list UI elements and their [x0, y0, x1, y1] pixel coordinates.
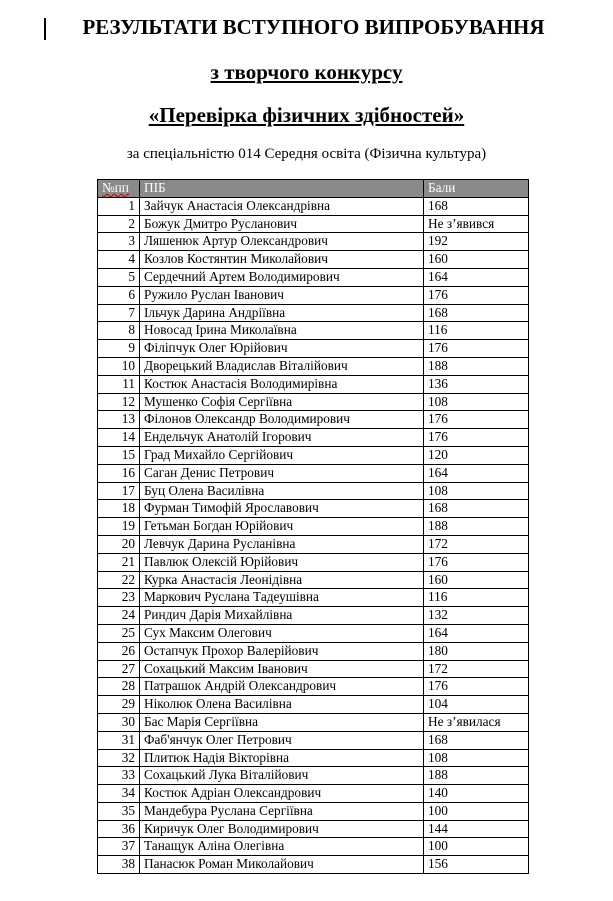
row-score: 164 — [424, 268, 529, 286]
row-number: 5 — [98, 268, 140, 286]
row-number: 33 — [98, 767, 140, 785]
table-row — [98, 251, 529, 269]
table-row — [98, 713, 529, 731]
row-number: 9 — [98, 340, 140, 358]
table-row — [98, 731, 529, 749]
results-table — [97, 179, 529, 874]
row-number: 7 — [98, 304, 140, 322]
row-number: 23 — [98, 589, 140, 607]
row-name: Костюк Анастасія Володимирівна — [140, 375, 424, 393]
table-row — [98, 233, 529, 251]
row-score: 176 — [424, 286, 529, 304]
row-name: Остапчук Прохор Валерійович — [140, 642, 424, 660]
row-name: Саган Денис Петрович — [140, 464, 424, 482]
row-name: Панасюк Роман Миколайович — [140, 856, 424, 874]
row-score: 168 — [424, 731, 529, 749]
row-name: Павлюк Олексій Юрійович — [140, 553, 424, 571]
row-number: 26 — [98, 642, 140, 660]
table-row — [98, 286, 529, 304]
row-score: 132 — [424, 607, 529, 625]
table-row — [98, 464, 529, 482]
row-number: 10 — [98, 357, 140, 375]
document-subtitle-contest: з творчого конкурсу — [210, 60, 403, 84]
row-number: 13 — [98, 411, 140, 429]
row-score: 180 — [424, 642, 529, 660]
row-name: Риндич Дарія Михайлівна — [140, 607, 424, 625]
row-score: 188 — [424, 767, 529, 785]
document-title: РЕЗУЛЬТАТИ ВСТУПНОГО ВИПРОБУВАННЯ — [82, 15, 545, 39]
row-score: 176 — [424, 411, 529, 429]
table-row — [98, 838, 529, 856]
row-number: 24 — [98, 607, 140, 625]
table-row — [98, 197, 529, 215]
row-name: Сердечний Артем Володимирович — [140, 268, 424, 286]
row-score: Не з’явився — [424, 215, 529, 233]
table-row — [98, 518, 529, 536]
row-number: 6 — [98, 286, 140, 304]
row-score: 100 — [424, 838, 529, 856]
row-score: 140 — [424, 785, 529, 803]
row-score: Не з’явилася — [424, 713, 529, 731]
table-row — [98, 215, 529, 233]
table-row — [98, 678, 529, 696]
table-row — [98, 322, 529, 340]
row-score: 136 — [424, 375, 529, 393]
table-row — [98, 749, 529, 767]
table-row — [98, 357, 529, 375]
table-row — [98, 268, 529, 286]
row-name: Сохацький Максим Іванович — [140, 660, 424, 678]
table-row — [98, 660, 529, 678]
table-row — [98, 607, 529, 625]
row-score: 168 — [424, 500, 529, 518]
specialty-caption: за спеціальністю 014 Середня освіта (Фізична культура) — [126, 146, 487, 162]
table-row — [98, 571, 529, 589]
row-score: 172 — [424, 660, 529, 678]
row-number: 21 — [98, 553, 140, 571]
row-score: 188 — [424, 357, 529, 375]
row-number: 30 — [98, 713, 140, 731]
row-name: Ніколюк Олена Василівна — [140, 696, 424, 714]
table-row — [98, 375, 529, 393]
row-number: 31 — [98, 731, 140, 749]
row-score: 156 — [424, 856, 529, 874]
row-number: 18 — [98, 500, 140, 518]
row-number: 25 — [98, 624, 140, 642]
row-score: 168 — [424, 304, 529, 322]
row-number: 2 — [98, 215, 140, 233]
row-name: Новосад Ірина Миколаївна — [140, 322, 424, 340]
row-score: 108 — [424, 482, 529, 500]
row-name: Киричук Олег Володимирович — [140, 820, 424, 838]
row-score: 192 — [424, 233, 529, 251]
header-name: ПІБ — [140, 180, 424, 198]
row-score: 160 — [424, 251, 529, 269]
row-number: 34 — [98, 785, 140, 803]
table-row — [98, 856, 529, 874]
row-name: Сохацький Лука Віталійович — [140, 767, 424, 785]
row-number: 27 — [98, 660, 140, 678]
row-name: Дворецький Владислав Віталійович — [140, 357, 424, 375]
table-body — [98, 197, 529, 873]
row-score: 188 — [424, 518, 529, 536]
row-number: 4 — [98, 251, 140, 269]
row-score: 144 — [424, 820, 529, 838]
row-score: 168 — [424, 197, 529, 215]
row-name: Танащук Аліна Олегівна — [140, 838, 424, 856]
row-name: Мандебура Руслана Сергіївна — [140, 802, 424, 820]
row-number: 3 — [98, 233, 140, 251]
row-name: Курка Анастасія Леонідівна — [140, 571, 424, 589]
row-score: 120 — [424, 446, 529, 464]
table-row — [98, 500, 529, 518]
row-name: Ляшенюк Артур Олександрович — [140, 233, 424, 251]
table-row — [98, 553, 529, 571]
row-score: 104 — [424, 696, 529, 714]
row-number: 28 — [98, 678, 140, 696]
table-row — [98, 642, 529, 660]
row-name: Фурман Тимофій Ярославович — [140, 500, 424, 518]
row-name: Ружило Руслан Іванович — [140, 286, 424, 304]
row-score: 116 — [424, 322, 529, 340]
row-name: Маркович Руслана Тадеушівна — [140, 589, 424, 607]
row-number: 32 — [98, 749, 140, 767]
row-number: 14 — [98, 429, 140, 447]
table-row — [98, 482, 529, 500]
row-name: Бас Марія Сергіївна — [140, 713, 424, 731]
table-row — [98, 696, 529, 714]
row-name: Філонов Олександр Володимирович — [140, 411, 424, 429]
header-number — [98, 180, 140, 198]
row-name: Буц Олена Василівна — [140, 482, 424, 500]
table-row — [98, 446, 529, 464]
row-score: 116 — [424, 589, 529, 607]
row-number: 15 — [98, 446, 140, 464]
row-score: 108 — [424, 749, 529, 767]
row-number: 22 — [98, 571, 140, 589]
row-name: Мушенко Софія Сергіївна — [140, 393, 424, 411]
table-row — [98, 411, 529, 429]
table-row — [98, 802, 529, 820]
row-score: 172 — [424, 535, 529, 553]
row-name: Ендельчук Анатолій Ігорович — [140, 429, 424, 447]
table-row — [98, 393, 529, 411]
row-score: 176 — [424, 429, 529, 447]
row-name: Левчук Дарина Русланівна — [140, 535, 424, 553]
row-number: 16 — [98, 464, 140, 482]
row-name: Гетьман Богдан Юрійович — [140, 518, 424, 536]
table-row — [98, 624, 529, 642]
row-number: 19 — [98, 518, 140, 536]
row-score: 176 — [424, 678, 529, 696]
table-row — [98, 767, 529, 785]
row-name: Костюк Адріан Олександрович — [140, 785, 424, 803]
row-name: Ільчук Дарина Андріївна — [140, 304, 424, 322]
row-number: 12 — [98, 393, 140, 411]
row-number: 11 — [98, 375, 140, 393]
row-score: 100 — [424, 802, 529, 820]
row-name: Козлов Костянтин Миколайович — [140, 251, 424, 269]
table-row — [98, 429, 529, 447]
row-number: 36 — [98, 820, 140, 838]
row-number: 8 — [98, 322, 140, 340]
row-score: 164 — [424, 624, 529, 642]
row-number: 35 — [98, 802, 140, 820]
row-score: 164 — [424, 464, 529, 482]
table-row — [98, 304, 529, 322]
row-number: 29 — [98, 696, 140, 714]
row-number: 37 — [98, 838, 140, 856]
row-number: 38 — [98, 856, 140, 874]
table-row — [98, 820, 529, 838]
row-number: 17 — [98, 482, 140, 500]
row-score: 160 — [424, 571, 529, 589]
row-name: Град Михайло Сергійович — [140, 446, 424, 464]
row-number: 1 — [98, 197, 140, 215]
table-row — [98, 589, 529, 607]
row-name: Фаб'янчук Олег Петрович — [140, 731, 424, 749]
header-score: Бали — [424, 180, 529, 198]
row-name: Зайчук Анастасія Олександрівна — [140, 197, 424, 215]
row-name: Божук Дмитро Русланович — [140, 215, 424, 233]
table-row — [98, 535, 529, 553]
table-row — [98, 785, 529, 803]
table-row — [98, 340, 529, 358]
document-subtitle-test-name: «Перевірка фізичних здібностей» — [148, 103, 465, 127]
row-name: Плитюк Надія Вікторівна — [140, 749, 424, 767]
row-score: 108 — [424, 393, 529, 411]
row-name: Філіпчук Олег Юрійович — [140, 340, 424, 358]
row-name: Сух Максим Олегович — [140, 624, 424, 642]
row-score: 176 — [424, 340, 529, 358]
table-header-row — [98, 180, 529, 198]
row-name: Патрашок Андрій Олександрович — [140, 678, 424, 696]
header-number-label: №пп — [102, 180, 129, 195]
row-score: 176 — [424, 553, 529, 571]
row-number: 20 — [98, 535, 140, 553]
